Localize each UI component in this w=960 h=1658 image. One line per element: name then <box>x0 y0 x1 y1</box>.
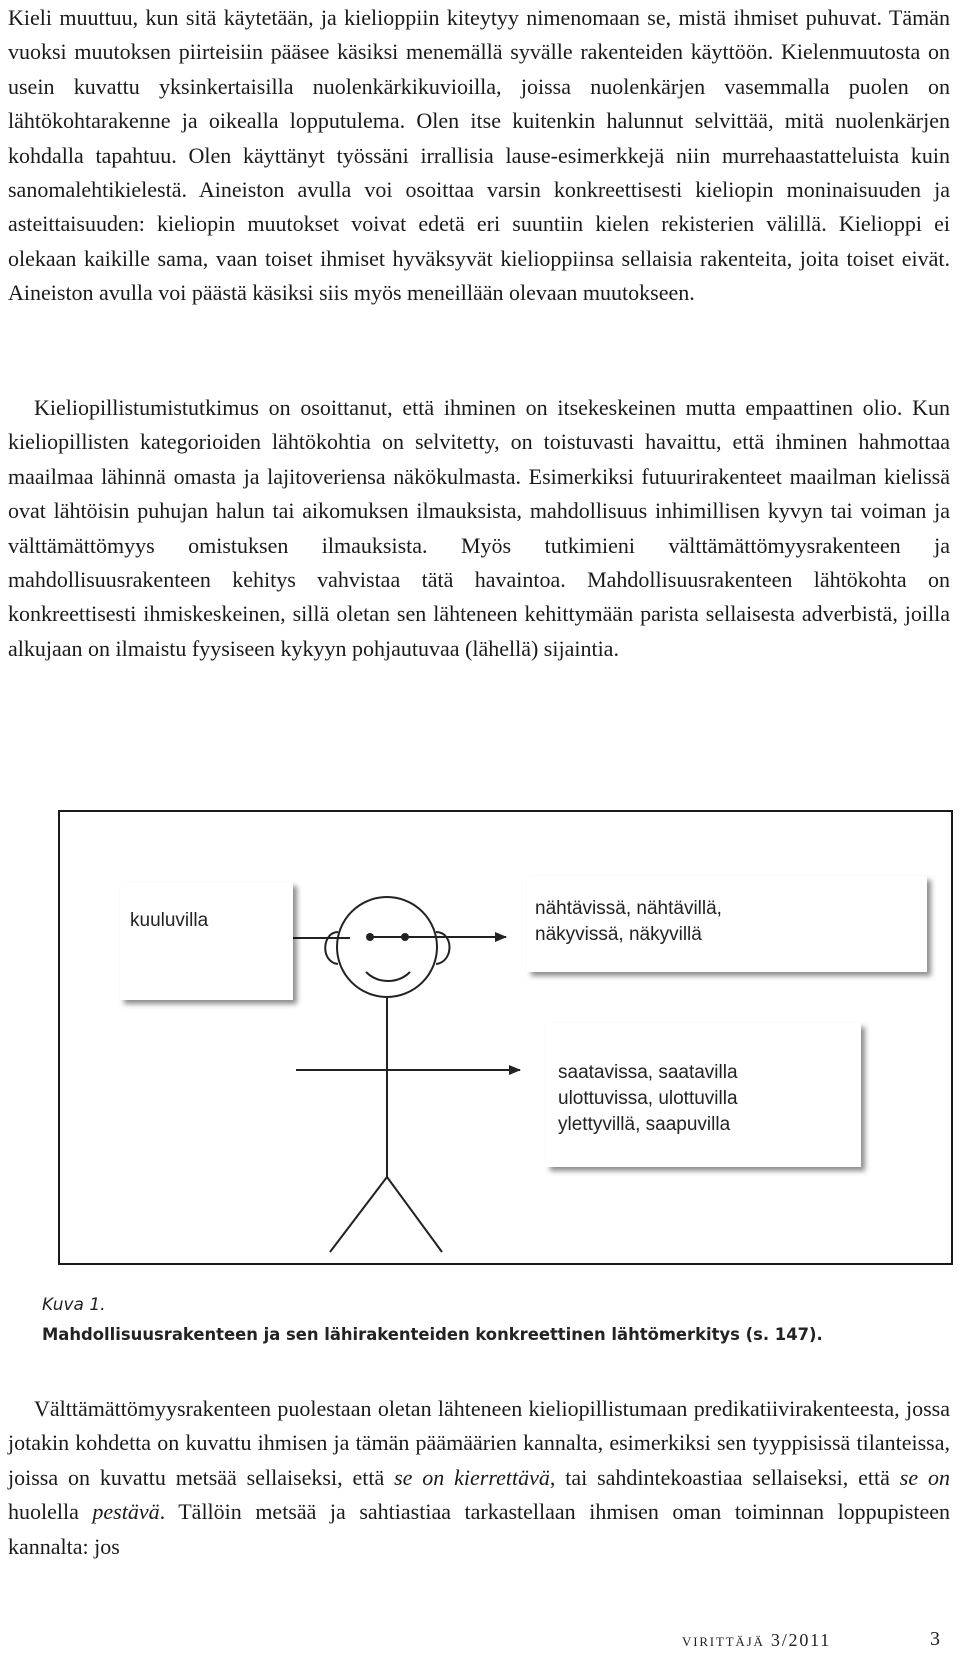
paragraph-3-text-b: , tai sahdintekoastiaa sellaiseksi, että <box>549 1464 900 1490</box>
box-hearing <box>120 882 293 1000</box>
head-icon <box>337 897 437 997</box>
figure-caption-label: Kuva 1. <box>42 1295 106 1315</box>
paragraph-3-italic-1: se on kierrettävä <box>394 1464 550 1490</box>
right-leg-line <box>387 1177 442 1252</box>
box-hearing-line-1: kuuluvilla <box>130 910 209 931</box>
box-reaching-line-2: ulottuvissa, ulottuvilla <box>558 1088 738 1109</box>
footer-page-number: 3 <box>930 1628 940 1650</box>
paragraph-3-italic-3: pestävä <box>92 1499 160 1525</box>
box-reaching <box>546 1023 861 1167</box>
box-reaching-line-1: saatavissa, saatavilla <box>558 1062 738 1083</box>
box-reaching-line-3: ylettyvillä, saapuvilla <box>558 1114 731 1135</box>
mouth-icon <box>366 972 410 981</box>
body-paragraph-1: Kieli muuttuu, kun sitä käytetään, ja kielioppiin kiteytyy nimenomaan se, mistä ihmiset puhuvat. Tämän vuoksi muutoksen piirteisiin pääsee käsiksi menemällä syvälle rakenteiden käyttöön. Kielenmuutosta on usein kuvattu yksinkertaisilla nuolenkärkikuvioilla, joissa nuolenkärjen vasemmalla puolen on lähtökohtarakenne ja oikealla lopputulema. Olen itse kuitenkin halunnut selvittää, mitä nuolenkärjen kohdalla tapahtuu. Olen käyttänyt työssäni irrallisia lause-esimerkkejä niin murrehaastatteluista kuin sanomalehtikielestä. Aineiston avulla voi osoittaa varsin konkreettisesti kieliopin moninaisuuden ja asteittaisuuden: kieliopin muutokset voivat edetä eri suuntiin kielen rekisterien välillä. Kielioppi ei olekaan kaikille sama, vaan toiset ihmiset hyväksyvät kielioppiinsa sellaisia rakenteita, joita toiset eivät. Aineiston avulla voi päästä käsiksi siis myös meneillään olevaan muutokseen. <box>8 5 950 306</box>
paragraph-3-text-d: . Tällöin metsää ja sahtiastiaa tarkastellaan ihmisen oman toiminnan loppupisteen kannalta: jos <box>8 1499 950 1559</box>
footer-journal-name: virittäjä 3/2011 <box>682 1630 832 1650</box>
paragraph-3-italic-2: se on <box>899 1464 950 1490</box>
paragraph-3-text-c: huolella <box>8 1499 93 1525</box>
body-paragraph-2: Kieliopillistumistutkimus on osoittanut, että ihminen on itsekeskeinen mutta empaattinen olio. Kun kieliopillisten kategorioiden lähtökohtia on selvitetty, on toistuvasti havaittu, että ihminen hahmottaa maailmaa lähinnä omasta ja lajitoveriensa näkökulmasta. Esimerkiksi futuurirakenteet maailman kielissä ovat lähtöisin puhujan halun tai aikomuksen ilmauksista, mahdollisuus inhimillisen kyvyn tai voiman ja välttämättömyys omistuksen ilmauksista. Myös tutkimieni välttämättömyysrakenteen ja mahdollisuusrakenteen kehitys vahvistaa tätä havaintoa. Mahdollisuusrakenteen lähtökohta on konkreettisesti ihmiskeskeinen, sillä oletan sen lähteneen kehittymään parista sellaisesta adverbistä, joilla alkujaan on ilmaistu fyysiseen kykyyn pohjautuvaa (lähellä) sijaintia. <box>8 395 950 661</box>
figure-frame <box>58 810 953 1265</box>
figure-caption-text: Mahdollisuusrakenteen ja sen lähirakenteiden konkreettinen lähtömerkitys (s. 147). <box>42 1325 823 1344</box>
box-seeing-line-2: näkyvissä, näkyvillä <box>535 924 702 945</box>
box-seeing <box>527 876 927 972</box>
left-leg-line <box>330 1177 387 1252</box>
box-seeing-line-1: nähtävissä, nähtävillä, <box>535 898 722 919</box>
paragraph-3-text-a: Välttämättömyysrakenteen puolestaan oletan lähteneen kieliopillistumaan predikatiivirakenteesta, jossa jotakin kohdetta on kuvattu ihmisen ja tämän päämäärien kannalta, esimerkiksi sen tyyppisissä tilanteissa, joissa on kuvattu metsää sellaiseksi, että <box>8 1396 950 1490</box>
body-paragraph-3 <box>8 1392 950 1564</box>
